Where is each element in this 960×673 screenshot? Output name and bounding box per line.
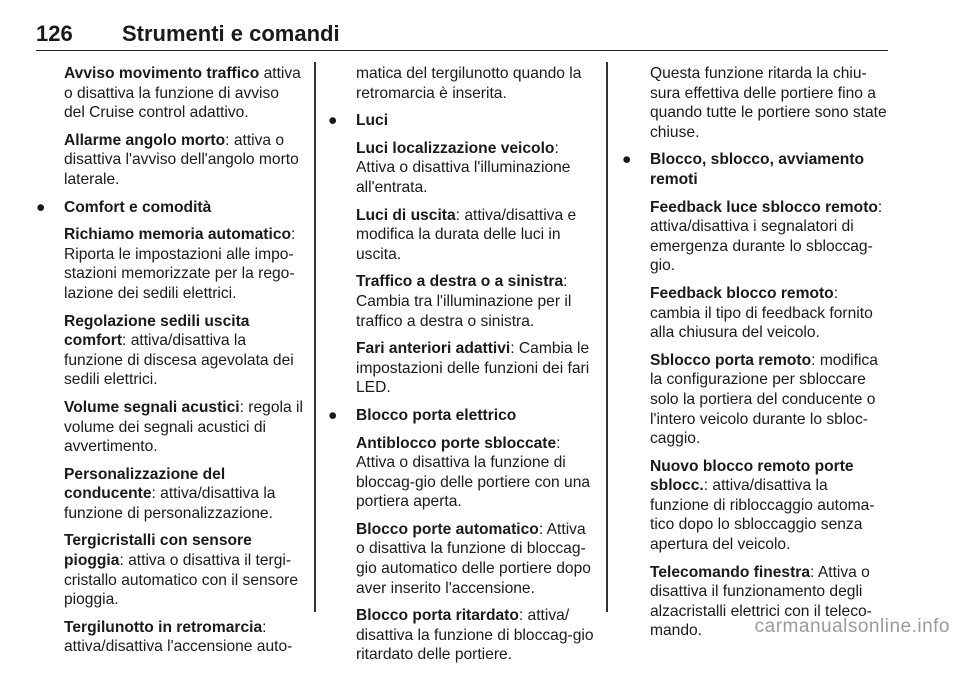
section-heading [328, 406, 596, 426]
description: : regola il volume dei segnali acustici di avvertimento. [64, 398, 303, 456]
term: Traffico a destra o a sinistra [356, 273, 564, 291]
bullet-icon: ● [328, 112, 338, 130]
description: : attiva/disattiva i segnalatori di emergenza durante lo sbloccag-gio. [650, 198, 883, 275]
description: matica del tergilunotto quando la retromarcia è inserita. [356, 65, 582, 102]
description: : attiva/disattiva la funzione di discesa agevolata dei sedili elettrici. [64, 332, 294, 389]
term: Feedback luce sblocco remoto [650, 198, 878, 216]
description: : Attiva o disattiva l'illuminazione all'entrata. [356, 139, 571, 196]
description: : Attiva o disattiva il funzionamento degli alzacristalli elettrici con il teleco-mando. [650, 563, 872, 640]
column-divider [314, 62, 316, 612]
term: Blocco porta ritardato [356, 607, 519, 625]
heading-text: Blocco, sblocco, avviamento remoti [650, 151, 865, 188]
paragraph [64, 131, 304, 190]
term: Volume segnali acustici [64, 398, 240, 416]
page-number: 126 [36, 21, 73, 46]
paragraph [64, 64, 304, 123]
term: Richiamo memoria automatico [64, 226, 292, 244]
description: Questa funzione ritarda la chiu-sura effettiva delle portiere fino a quando tutte le portiere sono state chiuse. [650, 65, 887, 141]
text-column-2 [328, 64, 596, 673]
description: attiva o disattiva la funzione di avviso del Cruise control adattivo. [64, 65, 301, 122]
description: : modifica la configurazione per sbloccare solo la portiera del conducente o l'intero veicolo durante lo sbloc-caggio. [650, 351, 878, 448]
bullet-icon: ● [328, 406, 338, 424]
description: : Cambia tra l'illuminazione per il traffico a destra o sinistra. [356, 273, 572, 330]
heading-text: Comfort e comodità [64, 198, 212, 216]
description: : cambia il tipo di feedback fornito alla chiusura del veicolo. [650, 284, 873, 342]
paragraph [356, 272, 596, 331]
term: Telecomando finestra [650, 563, 811, 581]
term: Luci di uscita [356, 206, 456, 224]
paragraph [650, 351, 890, 449]
term: Tergilunotto in retromarcia [64, 618, 263, 636]
paragraph [650, 198, 890, 276]
watermark[interactable]: carmanualsonline.info [754, 616, 950, 637]
bullet-icon: ● [622, 151, 632, 169]
paragraph [356, 339, 596, 398]
term: Fari anteriori adattivi [356, 340, 511, 358]
paragraph [356, 206, 596, 265]
paragraph [650, 64, 890, 142]
page-header [36, 18, 888, 51]
description: : attiva o disattiva il tergi-cristallo automatico con il sensore pioggia. [64, 552, 299, 609]
term: Antiblocco porte sbloccate [356, 434, 557, 452]
paragraph [650, 284, 890, 343]
paragraph [356, 606, 596, 665]
paragraph [64, 465, 304, 524]
paragraph [64, 225, 304, 303]
column-divider [606, 62, 608, 612]
text-column-1 [36, 64, 304, 665]
paragraph [64, 398, 304, 457]
paragraph [64, 618, 304, 657]
heading-text: Blocco porta elettrico [356, 406, 517, 424]
description: : attiva/disattiva e modifica la durata delle luci in uscita. [356, 206, 577, 263]
paragraph [650, 457, 890, 555]
heading-text: Luci [356, 112, 389, 130]
description: : attiva/disattiva l'accensione auto- [64, 618, 293, 656]
term: Sblocco porta remoto [650, 351, 812, 369]
term: Feedback blocco remoto [650, 284, 834, 302]
bullet-icon: ● [36, 198, 46, 216]
description: : Attiva o disattiva la funzione di bloccag-gio delle portiere con una portiera aperta. [356, 434, 591, 511]
paragraph [356, 139, 596, 198]
term: Luci localizzazione veicolo [356, 139, 555, 157]
paragraph [356, 520, 596, 598]
description: : Attiva o disattiva la funzione di bloccag-gio automatico delle portiere dopo aver inserito l'accensione. [356, 520, 591, 597]
term: Nuovo blocco remoto porte sblocc. [650, 457, 854, 495]
paragraph [64, 531, 304, 609]
term: Tergicristalli con sensore pioggia [64, 532, 252, 570]
section-heading [328, 111, 596, 131]
section-heading [622, 150, 890, 189]
description: : attiva/disattiva la funzione di personalizzazione. [64, 485, 276, 522]
term: Regolazione sedili uscita comfort [64, 312, 250, 350]
description: : Riporta le impostazioni alle impo-stazioni memorizzate per la rego-lazione dei sedili elettrici. [64, 226, 296, 302]
description: : attiva/disattiva la funzione di ribloccaggio automa-tico dopo lo sbloccaggio senza apertura del veicolo. [650, 477, 875, 554]
description: : Cambia le impostazioni delle funzioni dei fari LED. [356, 340, 590, 397]
text-column-3 [622, 64, 890, 649]
paragraph [64, 312, 304, 390]
term: Personalizzazione del conducente [64, 465, 226, 503]
term: Blocco porte automatico [356, 520, 539, 538]
section-heading [36, 198, 304, 218]
description: : attiva/ disattiva la funzione di bloccag-gio ritardato delle portiere. [356, 607, 594, 664]
term: Allarme angolo morto [64, 131, 226, 149]
page-title: Strumenti e comandi [122, 21, 340, 46]
paragraph [356, 434, 596, 512]
paragraph [356, 64, 596, 103]
term: Avviso movimento traffico [64, 65, 260, 82]
description: : attiva o disattiva l'avviso dell'angolo morto laterale. [64, 131, 299, 188]
